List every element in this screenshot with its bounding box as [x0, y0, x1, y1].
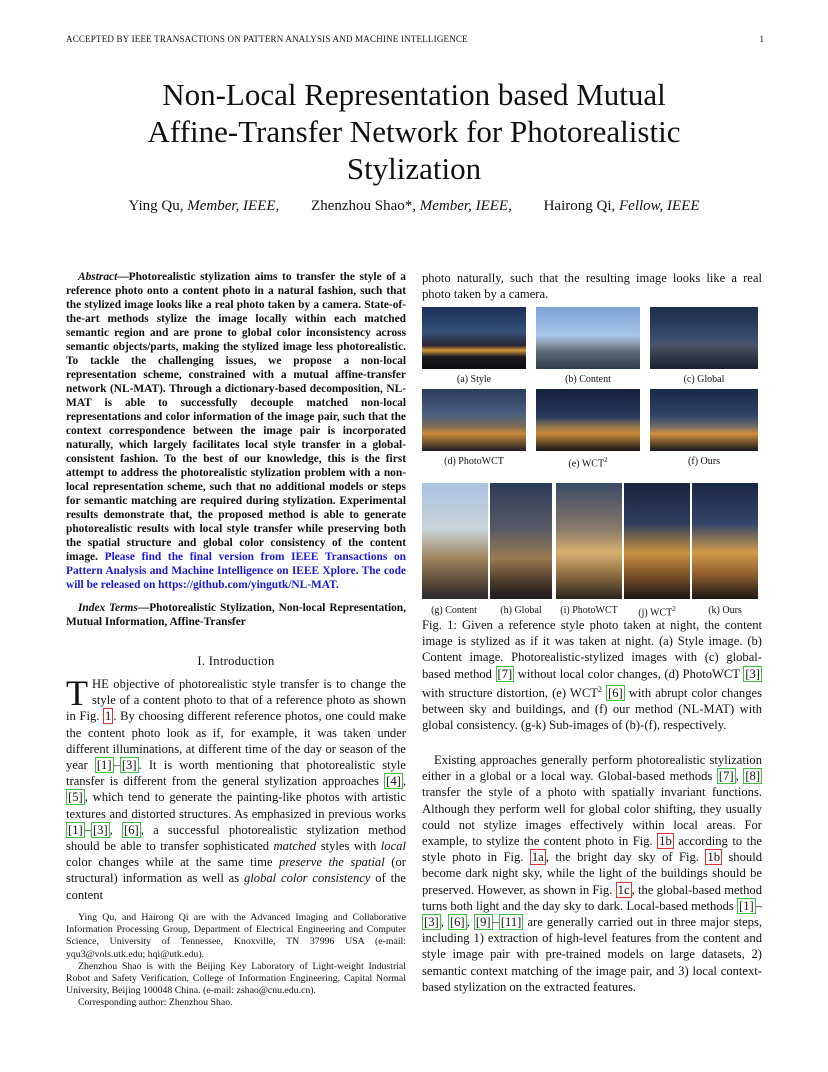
citation[interactable]: [8] [745, 769, 761, 784]
citation[interactable]: [11] [500, 915, 522, 930]
citation[interactable]: [5] [68, 790, 83, 805]
caption-d: (d) PhotoWCT [444, 456, 504, 467]
right-column-top-text: photo naturally, such that the resulting image looks like a real photo taken by a camera. [422, 271, 762, 302]
caption-h: (h) Global [500, 605, 542, 616]
style-photo [422, 307, 526, 369]
citation[interactable]: [1] [68, 822, 83, 837]
footnote-affiliation-2: Zhenzhou Shao is with the Beijing Key Laboratory of Light-weight Industrial Robot and Safety Verification, College of Information Engineering, Capital Normal University, Beijing 100048 China. (e-mail: zshao@cnu.edu.cn). [66, 960, 406, 997]
author-3: Hairong Qi, Fellow, IEEE [543, 198, 700, 214]
fig-ref[interactable]: 1 [105, 709, 112, 724]
title-line-1: Non-Local Representation based Mutual [162, 77, 666, 112]
citation[interactable]: [3] [121, 758, 137, 773]
page-number: 1 [759, 34, 764, 44]
dropcap: T [66, 673, 88, 713]
caption-b: (b) Content [565, 374, 611, 385]
citation[interactable]: [7] [497, 666, 513, 681]
title-line-2: Affine-Transfer Network for Photorealistic [147, 114, 681, 149]
citation[interactable]: [1] [739, 898, 754, 913]
citation[interactable]: [7] [718, 769, 734, 784]
citation[interactable]: [4] [386, 774, 401, 789]
fig-ref[interactable]: 1c [617, 882, 630, 897]
section-heading: I. Introduction [197, 654, 275, 668]
citation[interactable]: [9] [475, 915, 491, 930]
ours-result-photo [650, 389, 758, 451]
wct2-subimage-photo [624, 483, 690, 599]
wct2-result-photo [536, 389, 640, 451]
caption-g: (g) Content [431, 605, 477, 616]
figure-caption: Fig. 1: Given a reference style photo taken at night, the content image is stylized as if it was taken at night. (a) Style image. (b) Content image. Photorealistic-stylized images with (c) global-based method [7] without local color changes, (d) PhotoWCT [3] with structure distortion, (e) WCT$^2$ [6] with abrupt color changes between sky and buildings, and (f) our method (NL-MAT) with global consistency. (g-k) Sub-images of (b)-(f), respectively. [422, 618, 762, 733]
author-list [80, 198, 748, 215]
abstract [66, 270, 406, 592]
index-terms-label: Index Terms [78, 602, 138, 614]
photowct-result-photo [422, 389, 526, 451]
author-1: Ying Qu, Member, IEEE, [128, 198, 280, 214]
caption-c: (c) Global [683, 374, 725, 385]
photowct-subimage-photo [556, 483, 622, 599]
global-subimage-photo [490, 483, 552, 599]
ours-subimage-photo [692, 483, 758, 599]
footnote-affiliation-1: Ying Qu, and Hairong Qi are with the Advanced Imaging and Collaborative Information Processing Group, Department of Electrical Engineering and Computer Science, University of Tennessee, Knoxville, TN 37996 USA (e-mail: yqu3@vols.utk.edu; hqi@utk.edu). [66, 912, 406, 960]
citation[interactable]: [3] [745, 666, 760, 681]
footnotes [66, 912, 406, 1010]
citation[interactable]: [6] [608, 686, 623, 700]
footnote-corresponding: Corresponding author: Zhenzhou Shao. [78, 997, 233, 1009]
global-result-photo [650, 307, 758, 369]
citation[interactable]: [3] [424, 915, 439, 930]
citation[interactable]: [6] [124, 822, 139, 837]
citation[interactable]: [1] [96, 758, 112, 773]
title-line-3: Stylization [346, 151, 482, 186]
caption-e: (e) WCT$^2$ [568, 456, 608, 470]
right-column-paragraph: Existing approaches generally perform photorealistic stylization either in a global or a local way. Global-based methods [7] , [8] transfer the style of a photo with spatially invariant functions. Although they perform well for global color shifting, they usually could not stylize images effectively within local areas. For example, to stylize the content photo in Fig. 1b according to the style photo in Fig. 1a , the bright day sky of Fig. 1b should become dark night sky, while the light of the buildings should be preserved. However, as shown in Fig. 1c , the global-based method turns both light and the day sky to dark. Local-based methods [1] –[3] , [6] , [9] – [11] are generally carried out in three major steps, including 1) extraction of high-level features from the content and style image pair with pre-trained models on large datasets, 2) semantic context matching of the image pair, and 3) local context-based stylization on the extracted features. [422, 753, 763, 994]
intro-paragraph: THE objective of photorealistic style transfer is to change the style of a content photo to that of a reference photo as shown in Fig. 1 . By choosing different reference photos, one could make the content photo look as if, for example, it was taken under different illuminations, at different time of the day or season of the year [1] – [3] . It is worth mentioning that photorealistic style transfer is different from the general stylization approaches [4] , [5] , which tend to generate the painting-like photos with artistic textures and distorted structures. As emphasized in previous works [1] – [3] , [6] , a successful photorealistic stylization method should be able to transfer sophisticated matched styles with local color changes while at the same time preserve the spatial (or structural) information as well as global color consistency of the content [66, 673, 407, 902]
fig-ref[interactable]: 1b [659, 834, 672, 849]
abstract-text: —Photorealistic stylization aims to transfer the style of a reference photo onto a content photo in a natural fashion, such that the stylized image looks like a real photo taken by a camera. State-of-the-art methods stylize the image locally within each matched semantic region and are prone to global color inconsistency across semantic objects/parts, making the stylized image less photorealistic. To tackle the challenging issues, we propose a non-local representation scheme, constrained with a mutual affine-transfer network (NL-MAT). Through a dictionary-based decomposition, NL-MAT is able to successfully decouple matched non-local representations and color information of the image pair, such that the context correspondence between the image pair is incorporated naturally, which largely facilitates local style transfer in a global-consistent fashion. To the best of our knowledge, this is the first attempt to address the photorealistic stylization problem with a non-local representation scheme, such that no additional models or steps for semantic matching are required during stylization. Experimental results demonstrate that, the proposed method is able to generate photorealistic results with local style transfer while preserving both the spatial structure and global color consistency of the content image. [66, 271, 406, 563]
caption-i: (i) PhotoWCT [560, 605, 618, 616]
index-terms [66, 601, 406, 629]
citation[interactable]: [3] [92, 822, 108, 837]
abstract-label: Abstract [78, 271, 118, 283]
content-subimage-photo [422, 483, 488, 599]
author-2: Zhenzhou Shao*, Member, IEEE, [311, 198, 512, 214]
citation[interactable]: [6] [449, 915, 465, 930]
caption-f: (f) Ours [688, 456, 720, 467]
content-photo [536, 307, 640, 369]
paper-title [80, 76, 748, 187]
running-head: ACCEPTED BY IEEE TRANSACTIONS ON PATTERN ANALYSIS AND MACHINE INTELLIGENCE [66, 34, 468, 44]
abstract-link[interactable]: Please find the final version from IEEE Transactions on Pattern Analysis and Machine Intelligence on IEEE Xplore. The code will be released on https://github.com/yingutk/NL-MAT. [66, 551, 406, 591]
fig-ref[interactable]: 1a [531, 850, 544, 865]
fig-ref[interactable]: 1b [707, 850, 720, 865]
caption-j: (j) WCT$^2$ [638, 605, 676, 619]
index-terms-text: —Photorealistic Stylization, Non-local Representation, Mutual Information, Affine-Transfer [66, 602, 406, 628]
caption-a: (a) Style [456, 374, 492, 385]
caption-k: (k) Ours [708, 605, 742, 616]
